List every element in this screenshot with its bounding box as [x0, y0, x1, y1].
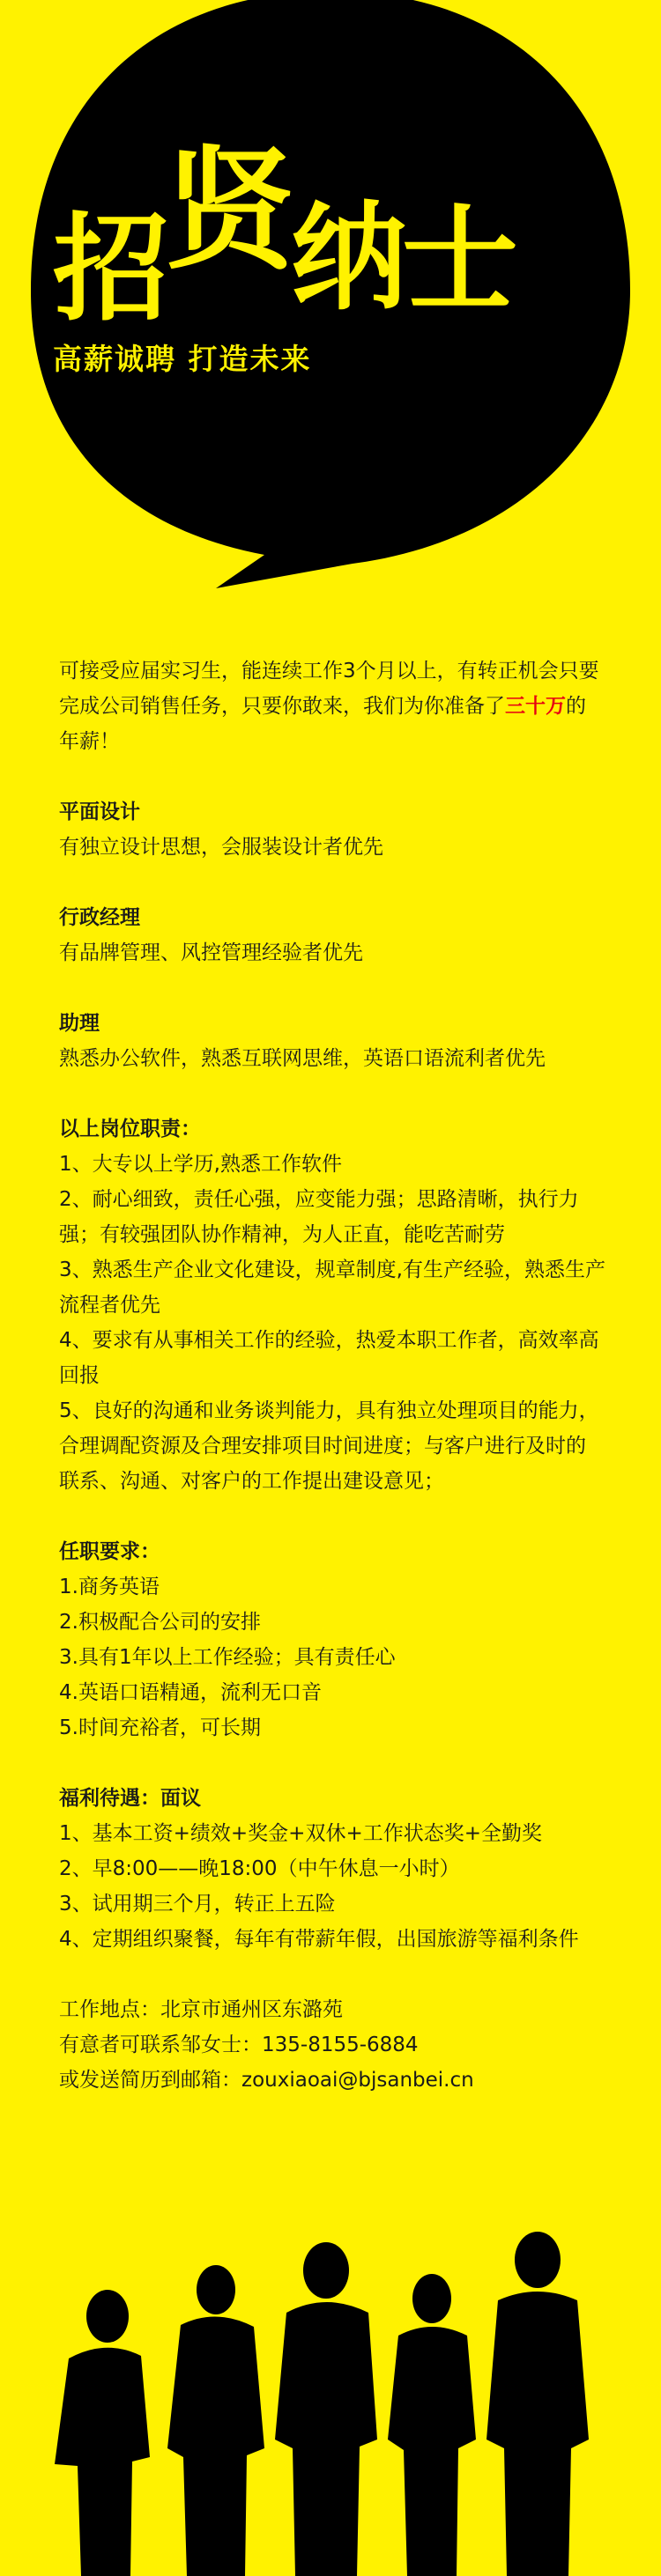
position-title: 助理 — [59, 1012, 100, 1035]
list-item: 2、耐心细致，责任心强，应变能力强；思路清晰，执行力强；有较强团队协作精神，为人正直，能吃苦耐劳 — [59, 1188, 579, 1246]
position-title: 平面设计 — [59, 801, 140, 823]
list-item: 5.时间充裕者，可长期 — [59, 1716, 261, 1739]
requirements-section — [59, 1534, 605, 1746]
position-desc: 熟悉办公软件，熟悉互联网思维，英语口语流利者优先 — [59, 1047, 546, 1070]
list-item: 4.英语口语精通，流利无口音 — [59, 1681, 322, 1704]
title-char: 贤 — [164, 135, 292, 288]
duties-title: 以上岗位职责： — [59, 1118, 201, 1140]
position-assistant — [59, 1006, 605, 1076]
intro-after: 的年薪！ — [59, 695, 586, 753]
position-desc: 有独立设计思想，会服装设计者优先 — [59, 836, 383, 859]
contact-phone: 有意者可联系邹女士：135-8155-6884 — [59, 2033, 419, 2056]
title-char: 纳 — [291, 191, 403, 327]
duties-section — [59, 1111, 605, 1499]
list-item: 4、要求有从事相关工作的经验，热爱本职工作者，高效率高回报 — [59, 1329, 599, 1387]
list-item: 3、试用期三个月，转正上五险 — [59, 1893, 336, 1915]
intro-before: 可接受应届实习生，能连续工作3个月以上，有转正机会只要完成公司销售任务，只要你敢来，我们为你准备了 — [59, 660, 599, 718]
list-item: 3.具有1年以上工作经验；具有责任心 — [59, 1646, 396, 1669]
list-item: 3、熟悉生产企业文化建设，规章制度,有生产经验，熟悉生产流程者优先 — [59, 1258, 605, 1317]
title-char: 士 — [402, 193, 514, 328]
position-desc: 有品牌管理、风控管理经验者优先 — [59, 941, 363, 964]
position-admin-manager — [59, 900, 605, 971]
benefits-title: 福利待遇：面议 — [59, 1787, 201, 1810]
position-title: 行政经理 — [59, 906, 140, 929]
contact-email: 或发送简历到邮箱：zouxiaoai@bjsanbei.cn — [59, 2069, 474, 2092]
recruit-title — [53, 135, 514, 337]
list-item: 1、基本工资+绩效+奖金+双休+工作状态奖+全勤奖 — [59, 1822, 542, 1845]
list-item: 2、早8:00——晚18:00（中午休息一小时） — [59, 1857, 460, 1880]
requirements-title: 任职要求： — [59, 1540, 160, 1563]
intro-text — [59, 653, 605, 759]
list-item: 4、定期组织聚餐，每年有带薪年假，出国旅游等福利条件 — [59, 1928, 579, 1951]
content — [59, 653, 605, 2098]
salary-highlight: 三十万 — [505, 695, 566, 718]
position-design — [59, 794, 605, 865]
list-item: 1、大专以上学历,熟悉工作软件 — [59, 1153, 342, 1176]
people-silhouettes — [0, 2228, 661, 2576]
contact-section — [59, 1992, 605, 2098]
work-address: 工作地点：北京市通州区东潞苑 — [59, 1998, 343, 2021]
list-item: 5、良好的沟通和业务谈判能力，具有独立处理项目的能力，合理调配资源及合理安排项目时间进度；与客户进行及时的联系、沟通、对客户的工作提出建设意见； — [59, 1399, 599, 1493]
benefits-section — [59, 1781, 605, 1957]
list-item: 2.积极配合公司的安排 — [59, 1611, 261, 1634]
list-item: 1.商务英语 — [59, 1576, 160, 1598]
subtitle: 高薪诚聘 打造未来 — [53, 342, 312, 376]
title-char: 招 — [53, 202, 164, 337]
